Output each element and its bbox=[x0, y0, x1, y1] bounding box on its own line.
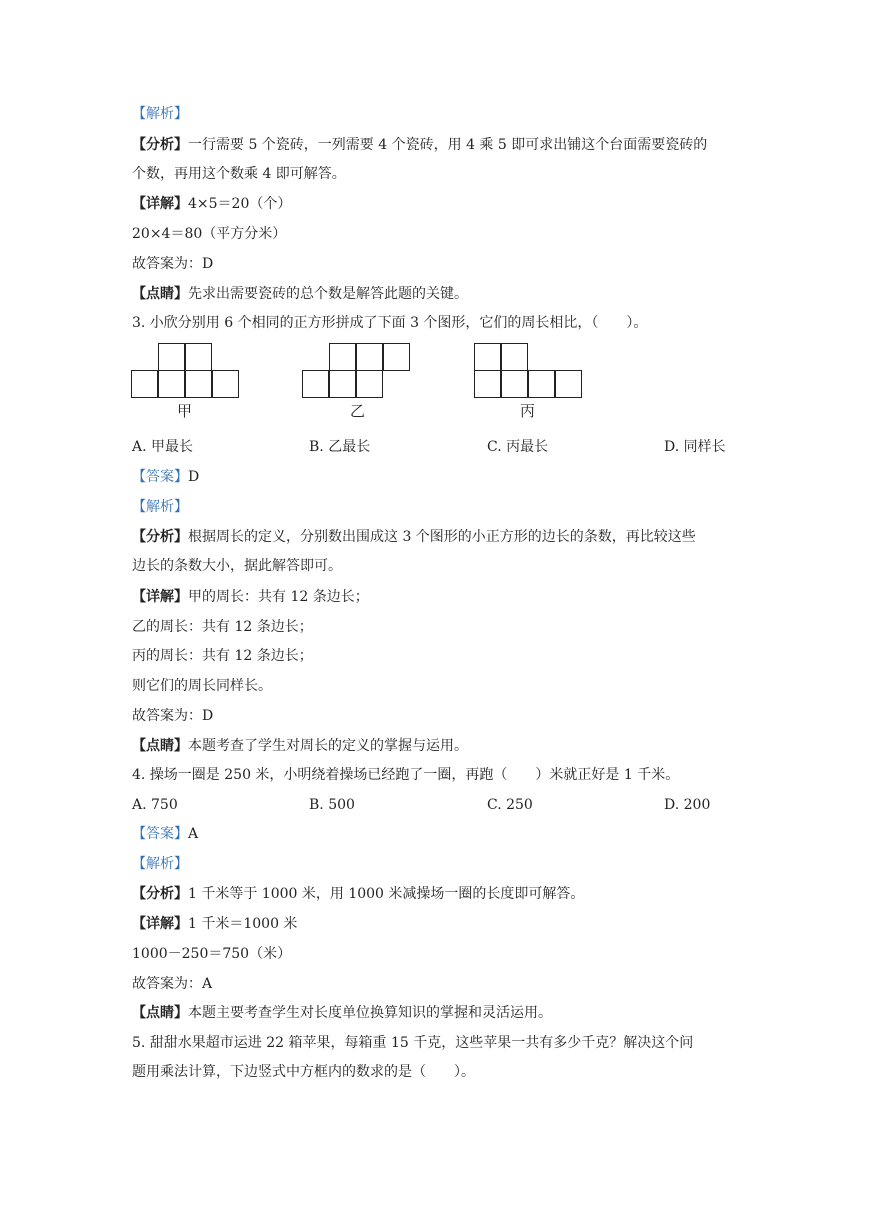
q4-xiangjie-line-2: 1000－250＝750（米） bbox=[132, 946, 292, 962]
figure-label-bing: 丙 bbox=[520, 402, 536, 420]
q3-answer-line: 故答案为：D bbox=[132, 708, 214, 724]
q3-xiangjie-line-2: 乙的周长：共有 12 条边长； bbox=[132, 619, 313, 635]
q4-jiexi-heading: 【解析】 bbox=[132, 856, 188, 872]
figure-label-jia: 甲 bbox=[177, 402, 193, 420]
dianjing-text: 本题考查了学生对周长的定义的掌握与运用。 bbox=[188, 738, 468, 754]
q3-option-b: B. 乙最长 bbox=[309, 439, 371, 455]
dianjing-text: 先求出需要瓷砖的总个数是解答此题的关键。 bbox=[188, 286, 468, 302]
grid-square bbox=[501, 343, 528, 371]
grid-square bbox=[356, 370, 383, 398]
xiangjie-tag: 【详解】 bbox=[132, 196, 188, 212]
grid-square bbox=[474, 370, 501, 398]
fenxi-tag: 【分析】 bbox=[132, 529, 188, 545]
q4-fenxi bbox=[132, 884, 584, 904]
q4-stem: 4. 操场一圈是 250 米，小明绕着操场已经跑了一圈，再跑（ ）米就正好是 1 千米。 bbox=[132, 767, 680, 783]
grid-square bbox=[185, 370, 212, 398]
dianjing-text: 本题主要考查学生对长度单位换算知识的掌握和灵活运用。 bbox=[188, 1005, 552, 1021]
grid-square bbox=[185, 343, 212, 371]
q3-dianjing bbox=[132, 736, 468, 756]
dianjing-tag: 【点睛】 bbox=[132, 738, 188, 754]
xiangjie-tag: 【详解】 bbox=[132, 589, 188, 605]
dianjing-tag: 【点睛】 bbox=[132, 286, 188, 302]
q3-stem: 3. 小欣分别用 6 个相同的正方形拼成了下面 3 个图形，它们的周长相比，（ ）。 bbox=[132, 315, 648, 331]
grid-square bbox=[329, 370, 356, 398]
grid-square bbox=[528, 370, 555, 398]
answer-value: A bbox=[188, 826, 199, 842]
answer-value: D bbox=[188, 469, 200, 485]
grid-square bbox=[212, 370, 239, 398]
q3-option-c: C. 丙最长 bbox=[487, 439, 549, 455]
q5-stem-line-2: 题用乘法计算，下边竖式中方框内的数求的是（ ）。 bbox=[132, 1064, 475, 1080]
grid-square bbox=[356, 343, 383, 371]
dianjing-tag: 【点睛】 bbox=[132, 1005, 188, 1021]
xiangjie-text: 甲的周长：共有 12 条边长； bbox=[188, 589, 369, 605]
grid-square bbox=[383, 343, 410, 371]
q5-stem-line-1: 5. 甜甜水果超市运进 22 箱苹果，每箱重 15 千克，这些苹果一共有多少千克？解决这个问 bbox=[132, 1035, 694, 1051]
grid-square bbox=[501, 370, 528, 398]
grid-square bbox=[329, 343, 356, 371]
q4-answer-line: 故答案为：A bbox=[132, 976, 213, 992]
xiangjie-text: 1 千米＝1000 米 bbox=[188, 916, 298, 932]
fenxi-tag: 【分析】 bbox=[132, 137, 188, 153]
grid-square bbox=[555, 370, 582, 398]
grid-square bbox=[158, 370, 185, 398]
q3-fenxi-line-1 bbox=[132, 527, 696, 547]
fenxi-tag: 【分析】 bbox=[132, 886, 188, 902]
q4-option-b: B. 500 bbox=[309, 797, 355, 813]
q2-xiangjie-line-2: 20×4＝80（平方分米） bbox=[132, 226, 287, 242]
fenxi-text: 1 千米等于 1000 米，用 1000 米减操场一圈的长度即可解答。 bbox=[188, 886, 585, 902]
q4-xiangjie-line-1 bbox=[132, 914, 297, 934]
xiangjie-text: 4×5＝20（个） bbox=[188, 196, 292, 212]
q3-xiangjie-line-4: 则它们的周长同样长。 bbox=[132, 678, 272, 694]
answer-tag: 【答案】 bbox=[132, 826, 188, 842]
grid-square bbox=[302, 370, 329, 398]
q3-answer bbox=[132, 467, 199, 487]
q3-option-a: A. 甲最长 bbox=[132, 439, 194, 455]
grid-square bbox=[158, 343, 185, 371]
fenxi-text: 一行需要 5 个瓷砖，一列需要 4 个瓷砖，用 4 乘 5 即可求出铺这个台面需要瓷砖的 bbox=[188, 137, 708, 153]
q4-option-a: A. 750 bbox=[132, 797, 178, 813]
q3-jiexi-heading: 【解析】 bbox=[132, 499, 188, 515]
answer-tag: 【答案】 bbox=[132, 469, 188, 485]
q4-answer bbox=[132, 824, 198, 844]
q4-option-c: C. 250 bbox=[487, 797, 533, 813]
xiangjie-tag: 【详解】 bbox=[132, 916, 188, 932]
q3-option-d: D. 同样长 bbox=[664, 439, 726, 455]
fenxi-text: 根据周长的定义，分别数出围成这 3 个图形的小正方形的边长的条数，再比较这些 bbox=[188, 529, 696, 545]
q2-fenxi-line-2: 个数，再用这个数乘 4 即可解答。 bbox=[132, 166, 346, 182]
q2-answer-line: 故答案为：D bbox=[132, 256, 214, 272]
q2-fenxi-line-1 bbox=[132, 135, 707, 155]
q2-xiangjie-line-1 bbox=[132, 194, 291, 214]
q3-xiangjie-line-3: 丙的周长：共有 12 条边长； bbox=[132, 648, 313, 664]
grid-square bbox=[131, 370, 158, 398]
q3-fenxi-line-2: 边长的条数大小，据此解答即可。 bbox=[132, 558, 342, 574]
q2-jiexi-heading: 【解析】 bbox=[132, 106, 188, 122]
figure-label-yi: 乙 bbox=[350, 402, 366, 420]
q4-dianjing bbox=[132, 1003, 552, 1023]
grid-square bbox=[474, 343, 501, 371]
q4-option-d: D. 200 bbox=[664, 797, 711, 813]
q3-xiangjie-line-1 bbox=[132, 587, 369, 607]
q2-dianjing bbox=[132, 284, 468, 304]
